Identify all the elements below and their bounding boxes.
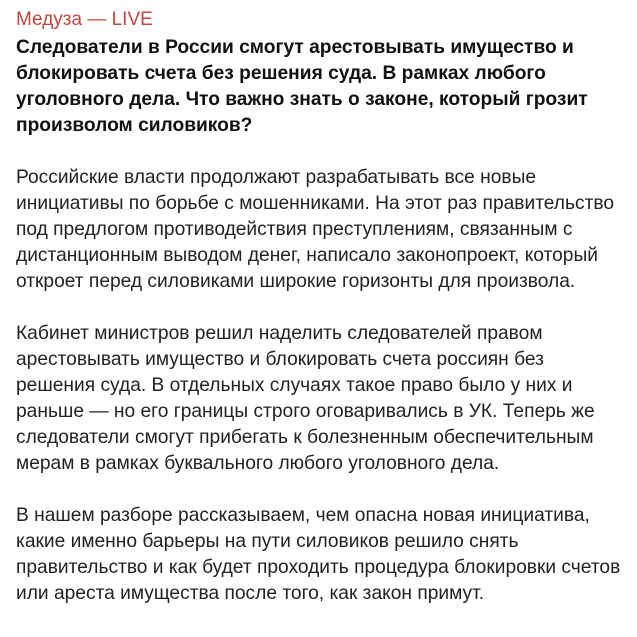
channel-name-link[interactable]: Медуза — LIVE [16,9,153,30]
paragraph-spacer [16,295,627,321]
post-paragraph-3: В нашем разборе рассказываем, чем опасна новая инициатива, какие именно барьеры на пути силовиков решило снять правительство и как будет проходить процедура блокировки счетов или ареста имущества после того, как закон примут. [16,505,621,604]
post-paragraph-2: Кабинет министров решил наделить следователей правом арестовывать имущество и блокировать счета россиян без решения суда. В отдельных случаях такое право было у них и раньше — но его границы строго оговаривались в УК. Теперь же следователи смогут прибегать к болезненным обеспечительным мерам в рамках буквального любого уголовного дела. [16,323,595,474]
post-headline: Следователи в России смогут арестовывать имущество и блокировать счета без решения суда. В рамках любого уголовного дела. Что важно знать о законе, который грозит произволом силовиков? [16,37,588,136]
post-paragraph-1: Российские власти продолжают разрабатывать все новые инициативы по борьбе с мошенниками. На этот раз правительство под предлогом противодействия преступлениям, связанным с дистанционным выводом денег, написало законопроект, который откроет перед силовиками широкие горизонты для произвола. [16,167,615,292]
paragraph-spacer [16,477,627,503]
paragraph-spacer [16,139,627,165]
